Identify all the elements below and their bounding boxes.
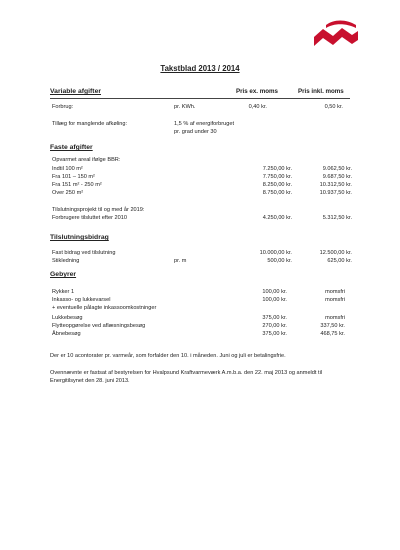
gebyr-row-inkl: momsfri xyxy=(325,297,345,303)
faste-row-label: Fra 101 – 150 m² xyxy=(52,174,95,180)
column-header-ex-moms: Pris ex. moms xyxy=(236,88,278,95)
faste-row-ex: 8.750,00 kr. xyxy=(262,190,292,196)
tilslutning-row-label: Fast bidrag ved tilslutning xyxy=(52,250,116,256)
tilslutning-row-inkl: 12.500,00 kr. xyxy=(319,250,352,256)
faste-row-label: Fra 151 m² - 250 m² xyxy=(52,182,102,188)
section-heading-variable: Variable afgifter xyxy=(50,88,101,95)
gebyr-row-inkl: momsfri xyxy=(325,315,345,321)
page-title: Takstblad 2013 / 2014 xyxy=(160,64,240,73)
header-rule xyxy=(50,98,350,99)
faste-row-inkl: 9.687,50 kr. xyxy=(322,174,352,180)
areal-label: Opvarmet areal ifølge BBR: xyxy=(52,157,121,163)
section-heading-faste: Faste afgifter xyxy=(50,144,93,151)
faste-row-ex: 7.250,00 kr. xyxy=(262,166,292,172)
column-header-inkl-moms: Pris inkl. moms xyxy=(298,88,344,95)
tilslutning-row-unit: pr. m xyxy=(174,258,187,264)
projekt-ex: 4.250,00 kr. xyxy=(262,215,292,221)
tilslutning-row-inkl: 625,00 kr. xyxy=(327,258,352,264)
forbrug-unit: pr. KWh. xyxy=(174,104,196,110)
tilslutning-row-label: Stikledning xyxy=(52,258,80,264)
faste-row-label: Over 250 m² xyxy=(52,190,84,196)
tillaeg-desc-2: pr. grad under 30 xyxy=(174,129,217,135)
gebyr-row-inkl: 337,50 kr. xyxy=(320,323,345,329)
gebyr-row-ex: 100,00 kr. xyxy=(262,297,287,303)
projekt-inkl: 5.312,50 kr. xyxy=(322,215,352,221)
gebyr-row-label: Åbnebesøg xyxy=(52,331,81,337)
gebyr-row-inkl: 468,75 kr. xyxy=(320,331,345,337)
forbrug-ex: 0,40 kr. xyxy=(248,104,267,110)
gebyr-row-label: Rykker 1 xyxy=(52,289,75,295)
note-bestyrelse-line-1: Ovennævnte er fastsat af bestyrelsen for Hvalpsund Kraftvarmeværk A.m.b.a. den 22. maj 2013 og anmeldt til xyxy=(50,370,323,376)
projekt-label-1: Tilslutningsprojekt til og med år 2019: xyxy=(52,207,145,213)
gebyr-row-label: + eventuelle pålagte inkassoomkostninger xyxy=(52,305,157,311)
section-heading-gebyrer: Gebyrer xyxy=(50,271,77,278)
faste-row-label: Indtil 100 m² xyxy=(52,166,83,172)
faste-row-inkl: 10.312,50 kr. xyxy=(319,182,352,188)
tillaeg-desc-1: 1,5 % af energiforbruget xyxy=(174,121,235,127)
forbrug-label: Forbrug: xyxy=(52,104,74,110)
faste-row-inkl: 9.062,50 kr. xyxy=(322,166,352,172)
projekt-label-2: Forbrugere tilsluttet efter 2010 xyxy=(52,215,127,221)
gebyr-row-label: Flytteopgørelse ved aflæsningsbesøg xyxy=(52,323,146,329)
gebyr-row-ex: 100,00 kr. xyxy=(262,289,287,295)
gebyr-row-ex: 270,00 kr. xyxy=(262,323,287,329)
gebyr-row-inkl: momsfri xyxy=(325,289,345,295)
gebyr-row-label: Lukkebesøg xyxy=(52,315,83,321)
company-logo xyxy=(312,19,360,49)
tillaeg-label: Tillæg for manglende afkøling: xyxy=(52,121,128,127)
gebyr-row-label: Inkasso- og lukkevarsel xyxy=(52,297,111,303)
section-heading-tilslutning: Tilslutningsbidrag xyxy=(50,234,109,241)
note-acontorater: Der er 10 acontorater pr. varmeår, som forfalder den 10. i måneden. Juni og juli er betalingsfrie. xyxy=(50,353,286,359)
forbrug-inkl: 0,50 kr. xyxy=(324,104,343,110)
gebyr-row-ex: 375,00 kr. xyxy=(262,331,287,337)
tilslutning-row-ex: 500,00 kr. xyxy=(267,258,292,264)
note-bestyrelse-line-2: Energitilsynet den 28. juni 2013. xyxy=(50,378,130,384)
tilslutning-row-ex: 10.000,00 kr. xyxy=(259,250,292,256)
faste-row-ex: 7.750,00 kr. xyxy=(262,174,292,180)
faste-row-ex: 8.250,00 kr. xyxy=(262,182,292,188)
gebyr-row-ex: 375,00 kr. xyxy=(262,315,287,321)
faste-row-inkl: 10.937,50 kr. xyxy=(319,190,352,196)
